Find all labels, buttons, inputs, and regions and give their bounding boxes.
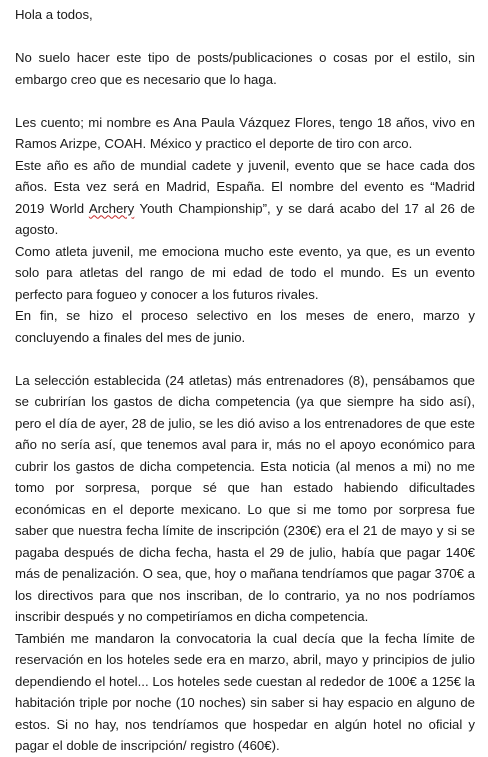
event-text-end: Youth Championship”, y se dará acabo del 17 al 26 de agosto. xyxy=(15,200,476,237)
intro-paragraph: No suelo hacer este tipo de posts/publicaciones o cosas por el estilo, sin embargo creo que es necesario que lo haga. xyxy=(15,50,475,87)
event-paragraph xyxy=(15,155,475,241)
hotel-paragraph: También me mandaron la convocatoria la cual decía que la fecha límite de reservación en los hoteles sede era en marzo, abril, mayo y principios de julio dependiendo el hotel... Los hoteles sede cuestan al rededor de 100€ a 125€ la habitación triple por noche (10 noches) sin saber si hay espacio en alguno de estos. Si no hay, nos tendríamos que hospedar en algún hotel no oficial y pagar el doble de inscripción/ registro (460€). xyxy=(15,630,475,753)
paragraph-gap xyxy=(15,348,475,370)
misspelled-word[interactable]: Archery xyxy=(88,200,135,216)
excitement-paragraph: Como atleta juvenil, me emociona mucho este evento, ya que, es un evento solo para atletas del rango de mi edad de todo el mundo. Es un evento perfecto para fogueo y conocer a los futuros rivales. xyxy=(15,243,475,302)
paragraph-gap xyxy=(15,26,475,48)
paragraph-gap xyxy=(15,90,475,112)
event-text-start: Este año es año de mundial cadete y juvenil, evento que se hace cada dos años. Esta vez será en Madrid, España. El nombre del evento es “Madrid 2019 World xyxy=(15,157,475,216)
funding-paragraph: La selección establecida (24 atletas) más entrenadores (8), pensábamos que se cubrirían los gastos de dicha competencia (ya que siempre ha sido así), pero el día de ayer, 28 de julio, se les dió aviso a los entrenadores de que este año no sería así, que tenemos aval para ir, más no el apoyo económico para cubrir los gastos de dicha competencia. Esta noticia (al menos a mi) no me tomo por sorpresa, porque sé que han estado habiendo dificultades económicas en el deporte mexicano. Lo que si me tomo por sorpresa fue saber que nuestra fecha límite de inscripción (230€) era el 21 de mayo y si se pagaba después de dicha fecha, hasta el 29 de julio, había que pagar 140€ más de penalización. O sea, que, hoy o mañana tendríamos que pagar 370€ a los directivos para que nos inscriban, de lo contrario, ya no nos podríamos inscribir después y no competiríamos en dicha competencia. xyxy=(15,372,475,624)
introduction-paragraph: Les cuento; mi nombre es Ana Paula Vázquez Flores, tengo 18 años, vivo en Ramos Arizpe, COAH. México y practico el deporte de tiro con arco. xyxy=(15,114,475,151)
greeting-line: Hola a todos, xyxy=(15,7,93,22)
document-body xyxy=(15,4,475,757)
selection-process-paragraph: En fin, se hizo el proceso selectivo en los meses de enero, marzo y concluyendo a finales del mes de junio. xyxy=(15,308,475,345)
